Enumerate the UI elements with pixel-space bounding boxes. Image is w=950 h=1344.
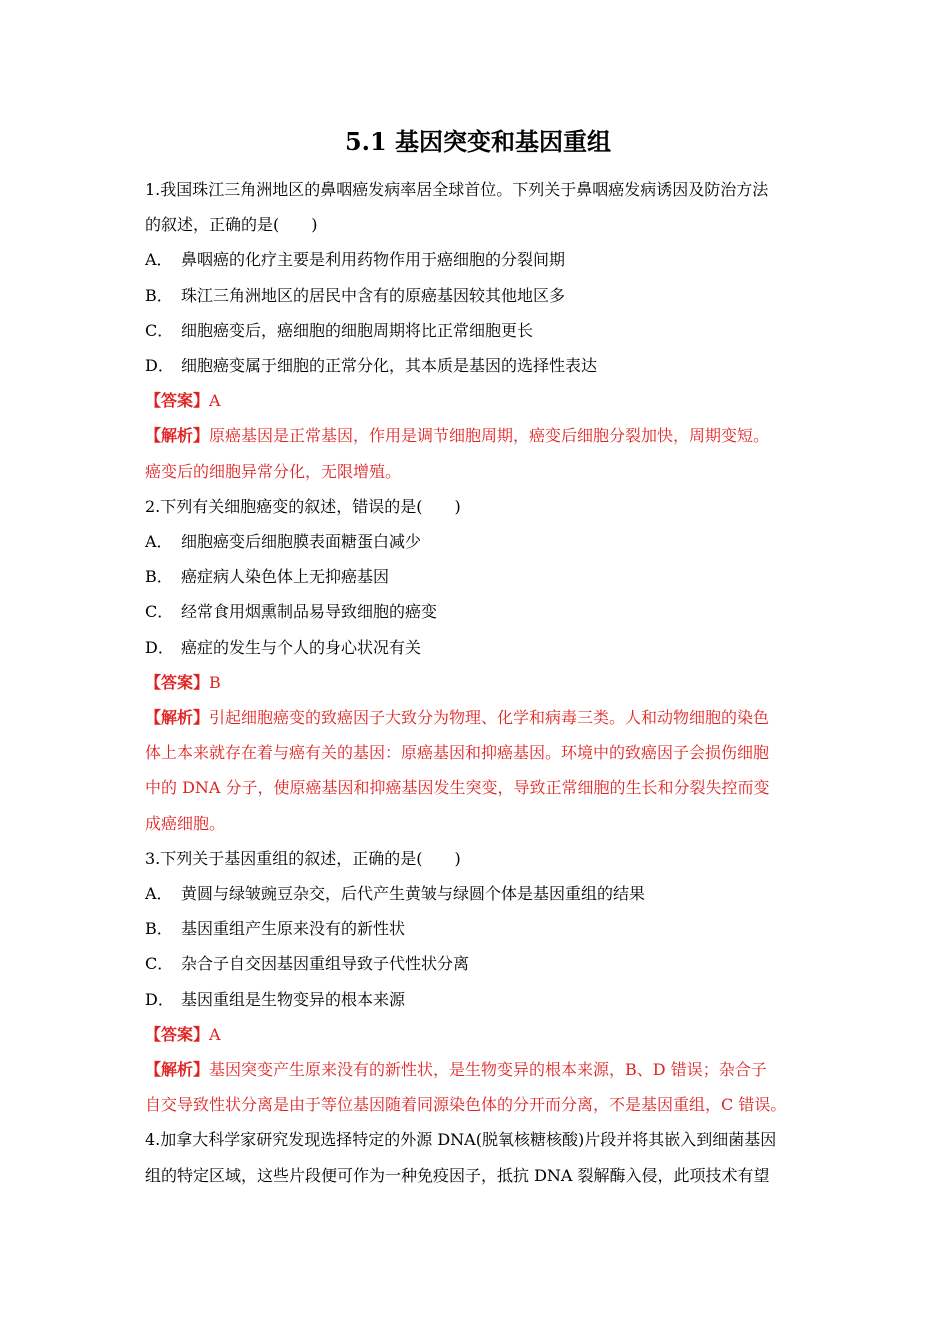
option-c: [145, 313, 807, 348]
answer-line: [145, 1017, 807, 1052]
option-text: 细胞癌变后细胞膜表面糖蛋白减少: [181, 532, 422, 552]
option-text: 癌症的发生与个人的身心状况有关: [181, 637, 422, 657]
option-letter: B．: [145, 567, 173, 587]
option-text: 基因重组产生原来没有的新性状: [181, 919, 406, 939]
analysis-text: 引起细胞癌变的致癌因子大致分为物理、化学和病毒三类。人和动物细胞的染色: [209, 708, 770, 728]
analysis-line: 体上本来就存在着与癌有关的基因：原癌基因和抑癌基因。环境中的致癌因子会损伤细胞: [145, 743, 770, 763]
answer-tag: 【答案】: [145, 391, 210, 411]
analysis-line: 自交导致性状分离是由于等位基因随着同源染色体的分开而分离，不是基因重组，C 错误。: [145, 1095, 787, 1115]
question-stem-line: 的叙述，正确的是( ): [145, 215, 318, 235]
analysis-line: 成癌细胞。: [145, 813, 226, 833]
option-a: [145, 876, 807, 911]
page-title: 5.1 基因突变和基因重组: [344, 127, 612, 156]
option-b: [145, 911, 807, 946]
option-b: [145, 278, 807, 313]
answer-line: [145, 665, 807, 700]
answer-value: A: [209, 391, 221, 411]
option-c: [145, 946, 807, 981]
option-d: [145, 982, 807, 1017]
option-letter: A．: [145, 532, 173, 552]
option-text: 杂合子自交因基因重组导致子代性状分离: [181, 954, 470, 974]
answer-line: [145, 383, 807, 418]
option-d: [145, 348, 807, 383]
analysis-line: 癌变后的细胞异常分化，无限增殖。: [145, 461, 402, 481]
question-stem-line: 1.我国珠江三角洲地区的鼻咽癌发病率居全球首位。下列关于鼻咽癌发病诱因及防治方法: [145, 180, 769, 199]
option-text: 黄圆与绿皱豌豆杂交，后代产生黄皱与绿圆个体是基因重组的结果: [181, 884, 646, 904]
option-b: [145, 559, 807, 594]
option-letter: B．: [145, 285, 173, 305]
option-text: 珠江三角洲地区的居民中含有的原癌基因较其他地区多: [181, 285, 566, 305]
option-a: [145, 242, 807, 277]
option-letter: D．: [145, 356, 174, 376]
analysis-line: [145, 1052, 807, 1087]
option-letter: A．: [145, 884, 173, 904]
document-page: [145, 120, 807, 1193]
analysis-line: [145, 700, 807, 735]
option-a: [145, 524, 807, 559]
option-text: 细胞癌变后，癌细胞的细胞周期将比正常细胞更长: [181, 320, 534, 340]
option-letter: D．: [145, 989, 174, 1009]
option-letter: D．: [145, 637, 174, 657]
question-2: [145, 489, 807, 841]
question-1: [145, 172, 807, 489]
question-stem-line: 2.下列有关细胞癌变的叙述，错误的是( ): [145, 496, 461, 516]
option-text: 细胞癌变属于细胞的正常分化，其本质是基因的选择性表达: [181, 356, 598, 376]
question-3: [145, 841, 807, 1123]
analysis-tag: 【解析】: [145, 1060, 210, 1080]
analysis-text: 原癌基因是正常基因，作用是调节细胞周期，癌变后细胞分裂加快，周期变短。: [209, 426, 770, 446]
analysis-line: 中的 DNA 分子，使原癌基因和抑癌基因发生突变，导致正常细胞的生长和分裂失控而变: [145, 778, 770, 798]
question-stem-line: 4.加拿大科学家研究发现选择特定的外源 DNA(脱氧核糖核酸)片段并将其嵌入到细菌基因: [145, 1130, 777, 1150]
analysis-line: [145, 418, 807, 453]
analysis-tag: 【解析】: [145, 708, 210, 728]
answer-tag: 【答案】: [145, 672, 210, 692]
question-4: [145, 1122, 807, 1192]
option-text: 鼻咽癌的化疗主要是利用药物作用于癌细胞的分裂间期: [181, 250, 566, 270]
analysis-text: 基因突变产生原来没有的新性状，是生物变异的根本来源，B、D 错误；杂合子: [209, 1060, 767, 1080]
answer-value: B: [209, 672, 221, 692]
option-letter: C．: [145, 954, 174, 974]
option-c: [145, 594, 807, 629]
option-text: 癌症病人染色体上无抑癌基因: [181, 567, 390, 587]
option-letter: C．: [145, 602, 174, 622]
question-stem-line: 3.下列关于基因重组的叙述，正确的是( ): [145, 848, 461, 868]
option-d: [145, 630, 807, 665]
option-letter: C．: [145, 320, 174, 340]
option-letter: B．: [145, 919, 173, 939]
analysis-tag: 【解析】: [145, 426, 210, 446]
answer-tag: 【答案】: [145, 1024, 210, 1044]
question-stem-line: 组的特定区域，这些片段便可作为一种免疫因子，抵抗 DNA 裂解酶入侵，此项技术有望: [145, 1165, 770, 1185]
option-text: 基因重组是生物变异的根本来源: [181, 989, 406, 1009]
option-letter: A．: [145, 250, 173, 270]
answer-value: A: [209, 1024, 221, 1044]
option-text: 经常食用烟熏制品易导致细胞的癌变: [181, 602, 438, 622]
